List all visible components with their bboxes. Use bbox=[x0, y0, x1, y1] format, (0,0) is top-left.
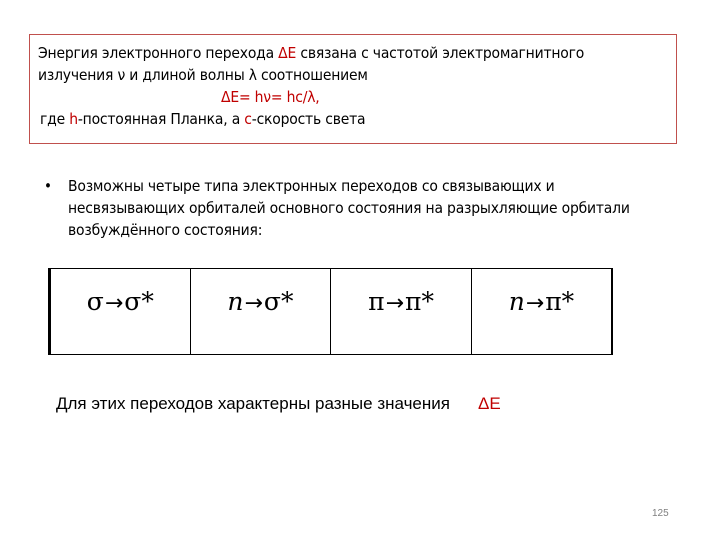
speed-of-light-symbol: c bbox=[244, 110, 252, 128]
planck-symbol: h bbox=[69, 110, 78, 128]
transition-to: σ* bbox=[263, 287, 294, 316]
transition-from: σ bbox=[86, 287, 104, 316]
definition-line-1 bbox=[38, 42, 676, 64]
transitions-row bbox=[50, 269, 613, 355]
definition-line-4 bbox=[38, 108, 676, 130]
transition-cell-sigma-sigma bbox=[50, 269, 191, 355]
note-text: Для этих переходов характерны разные значения bbox=[56, 394, 450, 413]
definition-line-2: излучения ν и длиной волны λ соотношением bbox=[38, 66, 368, 84]
transition-cell-pi-pi bbox=[331, 269, 472, 355]
arrow-right-icon: → bbox=[244, 291, 263, 316]
definition-text: связана с частотой электромагнитного bbox=[296, 44, 585, 62]
energy-formula: ΔE= hν= hc/λ, bbox=[221, 88, 320, 106]
transition-to: π* bbox=[545, 287, 575, 316]
page-number: 125 bbox=[652, 508, 669, 519]
delta-e-term: ΔE bbox=[477, 394, 501, 413]
delta-e-term: ΔE bbox=[278, 44, 297, 62]
arrow-right-icon: → bbox=[385, 291, 405, 316]
definition-text: -скорость света bbox=[251, 110, 366, 128]
transition-from: n bbox=[508, 287, 525, 316]
bullet-text: Возможны четыре типа электронных переходов со связывающих и несвязывающих орбиталей основного состояния на разрыхляющие орбитали возбуждённого состояния: bbox=[68, 177, 630, 239]
arrow-right-icon: → bbox=[104, 291, 124, 316]
transition-to: σ* bbox=[124, 287, 154, 316]
definition-box bbox=[29, 34, 677, 144]
transition-from: π bbox=[368, 287, 385, 316]
transition-to: π* bbox=[405, 287, 434, 316]
bullet-item bbox=[44, 175, 664, 241]
transition-from: n bbox=[227, 287, 244, 316]
transitions-table bbox=[48, 268, 613, 355]
arrow-right-icon: → bbox=[525, 291, 545, 316]
energy-note bbox=[56, 394, 501, 414]
transition-cell-n-pi bbox=[471, 269, 612, 355]
definition-text: Энергия электронного перехода bbox=[38, 44, 279, 62]
transition-cell-n-sigma bbox=[190, 269, 331, 355]
definition-text: -постоянная Планка, а bbox=[77, 110, 245, 128]
bullet-marker: • bbox=[44, 177, 52, 195]
definition-text: где bbox=[40, 110, 70, 128]
